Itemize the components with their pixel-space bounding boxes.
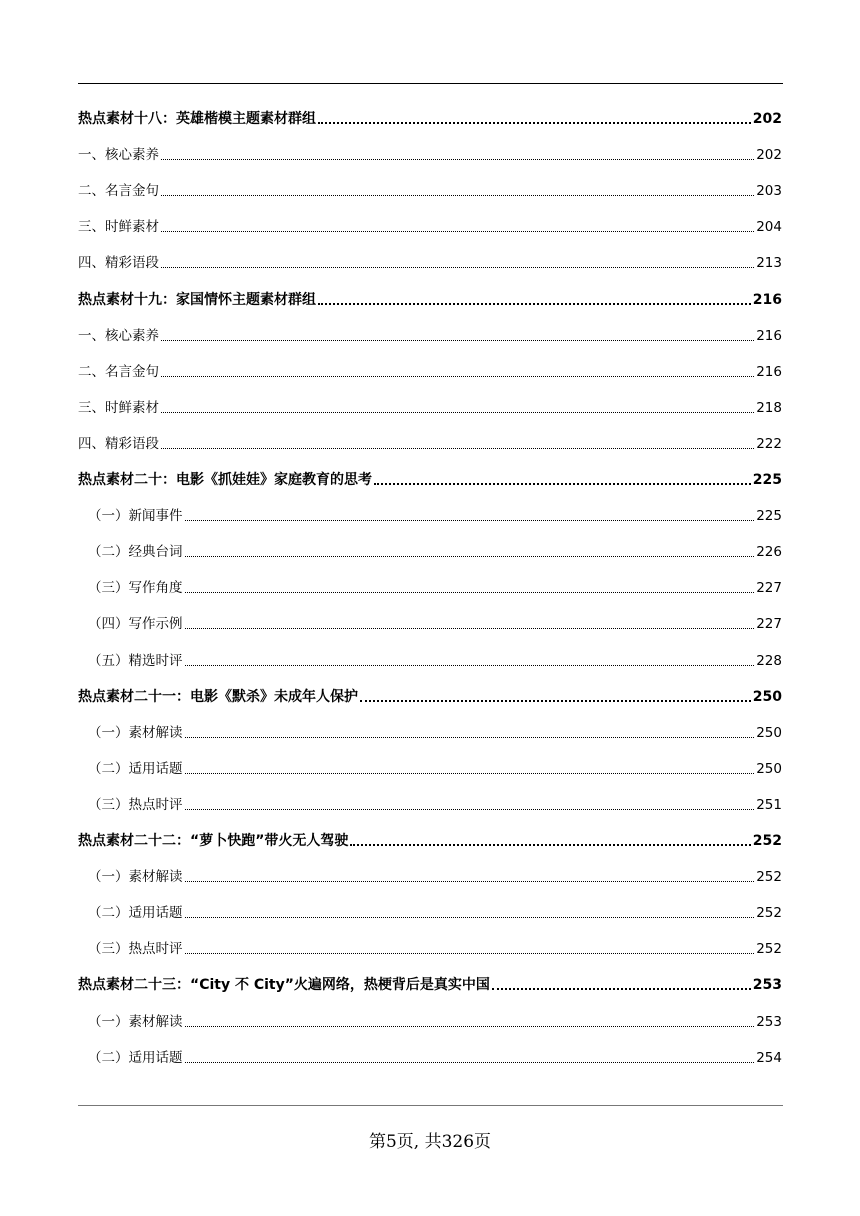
- toc-entry-label: 热点素材十九：家国情怀主题素材群组: [78, 291, 316, 308]
- toc-dot-leader: [161, 195, 754, 196]
- toc-dot-leader: [185, 1062, 755, 1063]
- toc-page-number: 202: [752, 111, 782, 127]
- toc-subsection-entry[interactable]: [78, 361, 782, 383]
- toc-subsection-entry[interactable]: [78, 252, 782, 274]
- toc-entry-label: （三）热点时评: [88, 796, 183, 813]
- toc-dot-leader: [161, 231, 754, 232]
- toc-page-number: 253: [756, 1013, 782, 1030]
- toc-entry-label: 二、名言金句: [78, 183, 159, 200]
- toc-entry-label: 热点素材二十：电影《抓娃娃》家庭教育的思考: [78, 472, 372, 488]
- toc-dot-leader: [185, 773, 755, 774]
- toc-page-number: 250: [756, 724, 782, 741]
- toc-entry-label: （二）适用话题: [88, 1049, 183, 1066]
- toc-section-heading[interactable]: [78, 830, 782, 852]
- toc-subsection-entry[interactable]: [78, 144, 782, 166]
- toc-entry-label: （四）写作示例: [88, 616, 183, 633]
- toc-entry-label: 热点素材二十三：“City 不 City”火遍网络，热梗背后是真实中国: [78, 977, 490, 994]
- toc-page-number: 250: [752, 688, 782, 705]
- toc-subsection-entry[interactable]: [88, 902, 782, 924]
- toc-dot-leader: [185, 809, 755, 810]
- toc-dot-leader: [318, 303, 751, 305]
- toc-subsection-entry[interactable]: [88, 577, 782, 599]
- toc-section-heading[interactable]: [78, 974, 782, 996]
- toc-page-number: 253: [752, 977, 782, 994]
- toc-dot-leader: [161, 340, 754, 341]
- toc-entry-label: 三、时鲜素材: [78, 399, 159, 416]
- toc-page-number: 228: [756, 652, 782, 669]
- toc-section-heading[interactable]: [78, 686, 782, 708]
- toc-subsection-entry[interactable]: [78, 397, 782, 419]
- toc-dot-leader: [161, 159, 754, 160]
- toc-dot-leader: [185, 881, 755, 882]
- toc-subsection-entry[interactable]: [88, 1011, 782, 1033]
- toc-dot-leader: [161, 376, 754, 377]
- toc-entry-label: （一）素材解读: [88, 1013, 183, 1030]
- toc-page-number: 252: [756, 941, 782, 958]
- toc-section-heading[interactable]: [78, 289, 782, 311]
- toc-dot-leader: [161, 412, 754, 413]
- toc-page-number: 225: [752, 472, 782, 488]
- toc-page-number: 222: [756, 435, 782, 452]
- toc-subsection-entry[interactable]: [88, 650, 782, 672]
- toc-page-number: 203: [756, 183, 782, 200]
- toc-dot-leader: [161, 267, 754, 268]
- toc-dot-leader: [185, 953, 755, 954]
- toc-subsection-entry[interactable]: [78, 180, 782, 202]
- toc-entry-label: 热点素材十八：英雄楷模主题素材群组: [78, 111, 316, 127]
- toc-dot-leader: [318, 122, 751, 124]
- toc-dot-leader: [185, 1026, 755, 1027]
- toc-subsection-entry[interactable]: [88, 541, 782, 563]
- toc-subsection-entry[interactable]: [88, 1047, 782, 1069]
- toc-page-number: 216: [756, 363, 782, 380]
- toc-dot-leader: [374, 483, 751, 485]
- toc-entry-label: 四、精彩语段: [78, 435, 159, 452]
- toc-subsection-entry[interactable]: [88, 794, 782, 816]
- toc-entry-label: （三）热点时评: [88, 941, 183, 958]
- toc-page-number: 216: [756, 327, 782, 344]
- toc-page-number: 213: [756, 255, 782, 272]
- toc-section-heading[interactable]: [78, 108, 782, 130]
- toc-subsection-entry[interactable]: [78, 433, 782, 455]
- toc-dot-leader: [185, 592, 755, 593]
- toc-dot-leader: [185, 917, 755, 918]
- toc-entry-label: 热点素材二十一：电影《默杀》未成年人保护: [78, 688, 358, 705]
- toc-dot-leader: [161, 448, 754, 449]
- toc-page-number: 252: [756, 869, 782, 886]
- toc-page-number: 227: [756, 580, 782, 597]
- header-rule: [78, 83, 783, 84]
- toc-page-number: 252: [756, 905, 782, 922]
- toc-dot-leader: [185, 665, 755, 666]
- toc-dot-leader: [350, 844, 750, 846]
- toc-dot-leader: [185, 520, 755, 521]
- toc-dot-leader: [360, 700, 751, 702]
- toc-page-number: 218: [756, 399, 782, 416]
- toc-dot-leader: [185, 737, 755, 738]
- footer-rule: [78, 1105, 783, 1106]
- toc-entry-label: （五）精选时评: [88, 652, 183, 669]
- toc-page-number: 250: [756, 760, 782, 777]
- toc-page-number: 225: [756, 508, 782, 525]
- toc-subsection-entry[interactable]: [88, 938, 782, 960]
- toc-subsection-entry[interactable]: [88, 758, 782, 780]
- toc-subsection-entry[interactable]: [88, 505, 782, 527]
- toc-page-number: 254: [756, 1049, 782, 1066]
- toc-entry-label: （一）素材解读: [88, 724, 183, 741]
- toc-entry-label: （二）适用话题: [88, 905, 183, 922]
- toc-dot-leader: [492, 988, 751, 990]
- toc-page-number: 226: [756, 544, 782, 561]
- toc-page-number: 252: [752, 833, 782, 849]
- toc-subsection-entry[interactable]: [78, 325, 782, 347]
- toc-section-heading[interactable]: [78, 469, 782, 491]
- toc-dot-leader: [185, 628, 755, 629]
- toc-entry-label: 热点素材二十二：“萝卜快跑”带火无人驾驶: [78, 833, 349, 849]
- toc-subsection-entry[interactable]: [88, 722, 782, 744]
- toc-page-number: 251: [756, 796, 782, 813]
- page-number-footer: 第5页, 共326页: [368, 1132, 492, 1152]
- toc-entry-label: （二）经典台词: [88, 544, 183, 561]
- toc-entry-label: （一）新闻事件: [88, 508, 183, 525]
- toc-dot-leader: [185, 556, 755, 557]
- toc-subsection-entry[interactable]: [88, 613, 782, 635]
- toc-entry-label: （二）适用话题: [88, 760, 183, 777]
- toc-subsection-entry[interactable]: [78, 216, 782, 238]
- toc-page-number: 216: [752, 291, 782, 308]
- toc-entry-label: 三、时鲜素材: [78, 219, 159, 236]
- toc-entry-label: 一、核心素养: [78, 147, 159, 164]
- toc-subsection-entry[interactable]: [88, 866, 782, 888]
- toc-page-number: 202: [756, 147, 782, 164]
- toc-entry-label: 一、核心素养: [78, 327, 159, 344]
- toc-entry-label: 二、名言金句: [78, 363, 159, 380]
- toc-entry-label: （三）写作角度: [88, 580, 183, 597]
- toc-page-number: 204: [756, 219, 782, 236]
- toc-entry-label: （一）素材解读: [88, 869, 183, 886]
- toc-entry-label: 四、精彩语段: [78, 255, 159, 272]
- toc-page-number: 227: [756, 616, 782, 633]
